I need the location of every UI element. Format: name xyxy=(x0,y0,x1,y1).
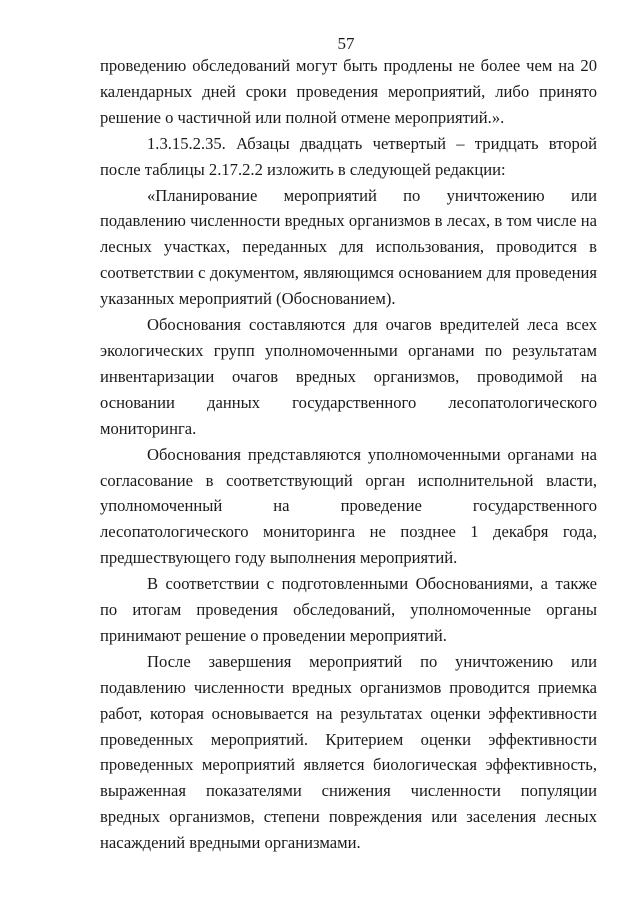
paragraph-planning: «Планирование мероприятий по уничтожению или подавлению численности вредных организмов в лесах, в том числе на лесных участках, переданных для использования, проводится в соответствии с документом, являющимся основанием для проведения указанных мероприятий (Обоснованием). xyxy=(100,185,597,309)
page-number: 57 xyxy=(337,34,355,53)
paragraph-continuation: проведению обследований могут быть продлены не более чем на 20 календарных дней сроки проведения мероприятий, либо принято решение о частичной или полной отмене мероприятий.». xyxy=(100,56,597,127)
document-body xyxy=(100,53,597,856)
paragraph-justifications-compiled: Обоснования составляются для очагов вредителей леса всех экологических групп уполномоченными органами по результатам инвентаризации очагов вредных организмов, проводимой на основании данных государственного лесопатологического мониторинга. xyxy=(100,315,597,438)
paragraph-decision: В соответствии с подготовленными Обоснованиями, а также по итогам проведения обследований, уполномоченные органы принимают решение о проведении мероприятий. xyxy=(100,574,597,645)
paragraph-justifications-submitted: Обоснования представляются уполномоченными органами на согласование в соответствующий орган исполнительной власти, уполномоченный на проведение государственного лесопатологического мониторинга не позднее 1 декабря года, предшествующего году выполнения мероприятий. xyxy=(100,444,597,568)
paragraph-acceptance: После завершения мероприятий по уничтожению или подавлению численности вредных организмов проводится приемка работ, которая основывается на результатах оценки эффективности проведенных мероприятий. Критерием оценки эффективности проведенных мероприятий является биологическая эффективность, выраженная показателями снижения численности популяции вредных организмов, степени повреждения или заселения лесных насаждений вредными организмами. xyxy=(100,651,597,853)
paragraph-amendment-clause: 1.3.15.2.35. Абзацы двадцать четвертый – тридцать второй после таблицы 2.17.2.2 изложить в следующей редакции: xyxy=(100,133,597,179)
